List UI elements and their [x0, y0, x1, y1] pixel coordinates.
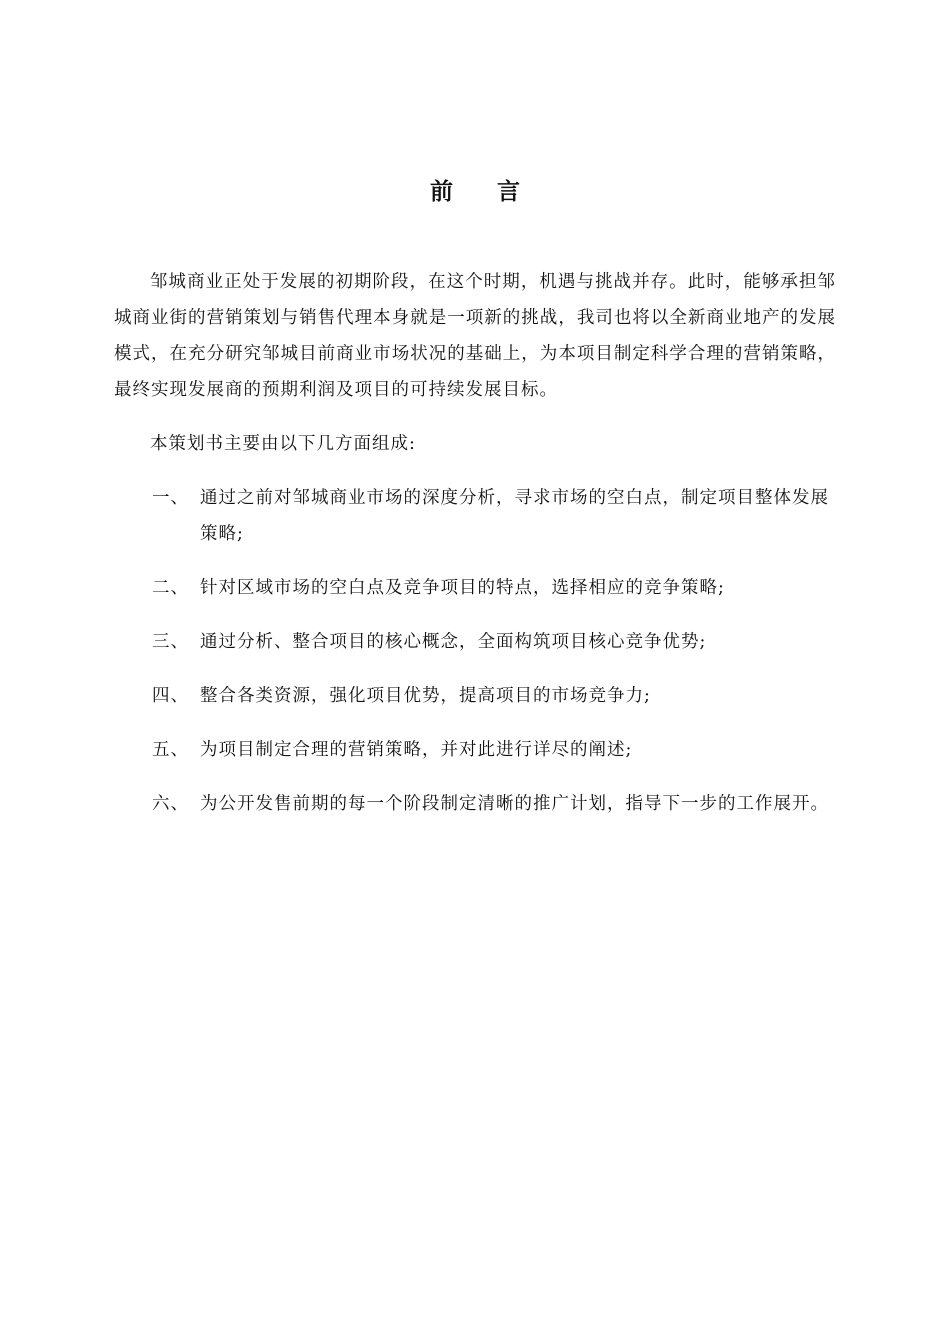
intro-paragraph: 邹城商业正处于发展的初期阶段，在这个时期，机遇与挑战并存。此时，能够承担邹城商业街的营销策划与销售代理本身就是一项新的挑战，我司也将以全新商业地产的发展模式，在充分研究邹城目前商业市场状况的基础上，为本项目制定科学合理的营销策略，最终实现发展商的预期利润及项目的可持续发展目标。	[114, 272, 836, 400]
list-item	[114, 786, 836, 822]
list-item-text: 为公开发售前期的每一个阶段制定清晰的推广计划，指导下一步的工作展开。	[200, 794, 829, 814]
list-item-number: 五、	[152, 740, 189, 760]
contents-list	[114, 480, 836, 822]
list-item-number: 六、	[152, 794, 189, 814]
list-item-text: 整合各类资源，强化项目优势，提高项目的市场竞争力;	[200, 686, 651, 706]
list-item	[114, 678, 836, 714]
list-item-text: 为项目制定合理的营销策略，并对此进行详尽的阐述;	[200, 740, 633, 760]
list-item	[114, 624, 836, 660]
list-item-number: 一、	[152, 488, 189, 508]
list-item	[114, 480, 836, 552]
list-item-text: 通过分析、整合项目的核心概念，全面构筑项目核心竞争优势;	[200, 632, 707, 652]
list-item-number: 三、	[152, 632, 189, 652]
document-body	[114, 264, 836, 840]
list-intro: 本策划书主要由以下几方面组成:	[150, 434, 416, 454]
list-item-number: 四、	[152, 686, 189, 706]
list-item	[114, 570, 836, 606]
list-item	[114, 732, 836, 768]
list-item-number: 二、	[152, 578, 189, 598]
page-title: 前 言	[429, 178, 538, 205]
list-item-text: 针对区域市场的空白点及竞争项目的特点，选择相应的竞争策略;	[200, 578, 725, 598]
list-item-text: 通过之前对邹城商业市场的深度分析，寻求市场的空白点，制定项目整体发展策略;	[200, 488, 829, 544]
